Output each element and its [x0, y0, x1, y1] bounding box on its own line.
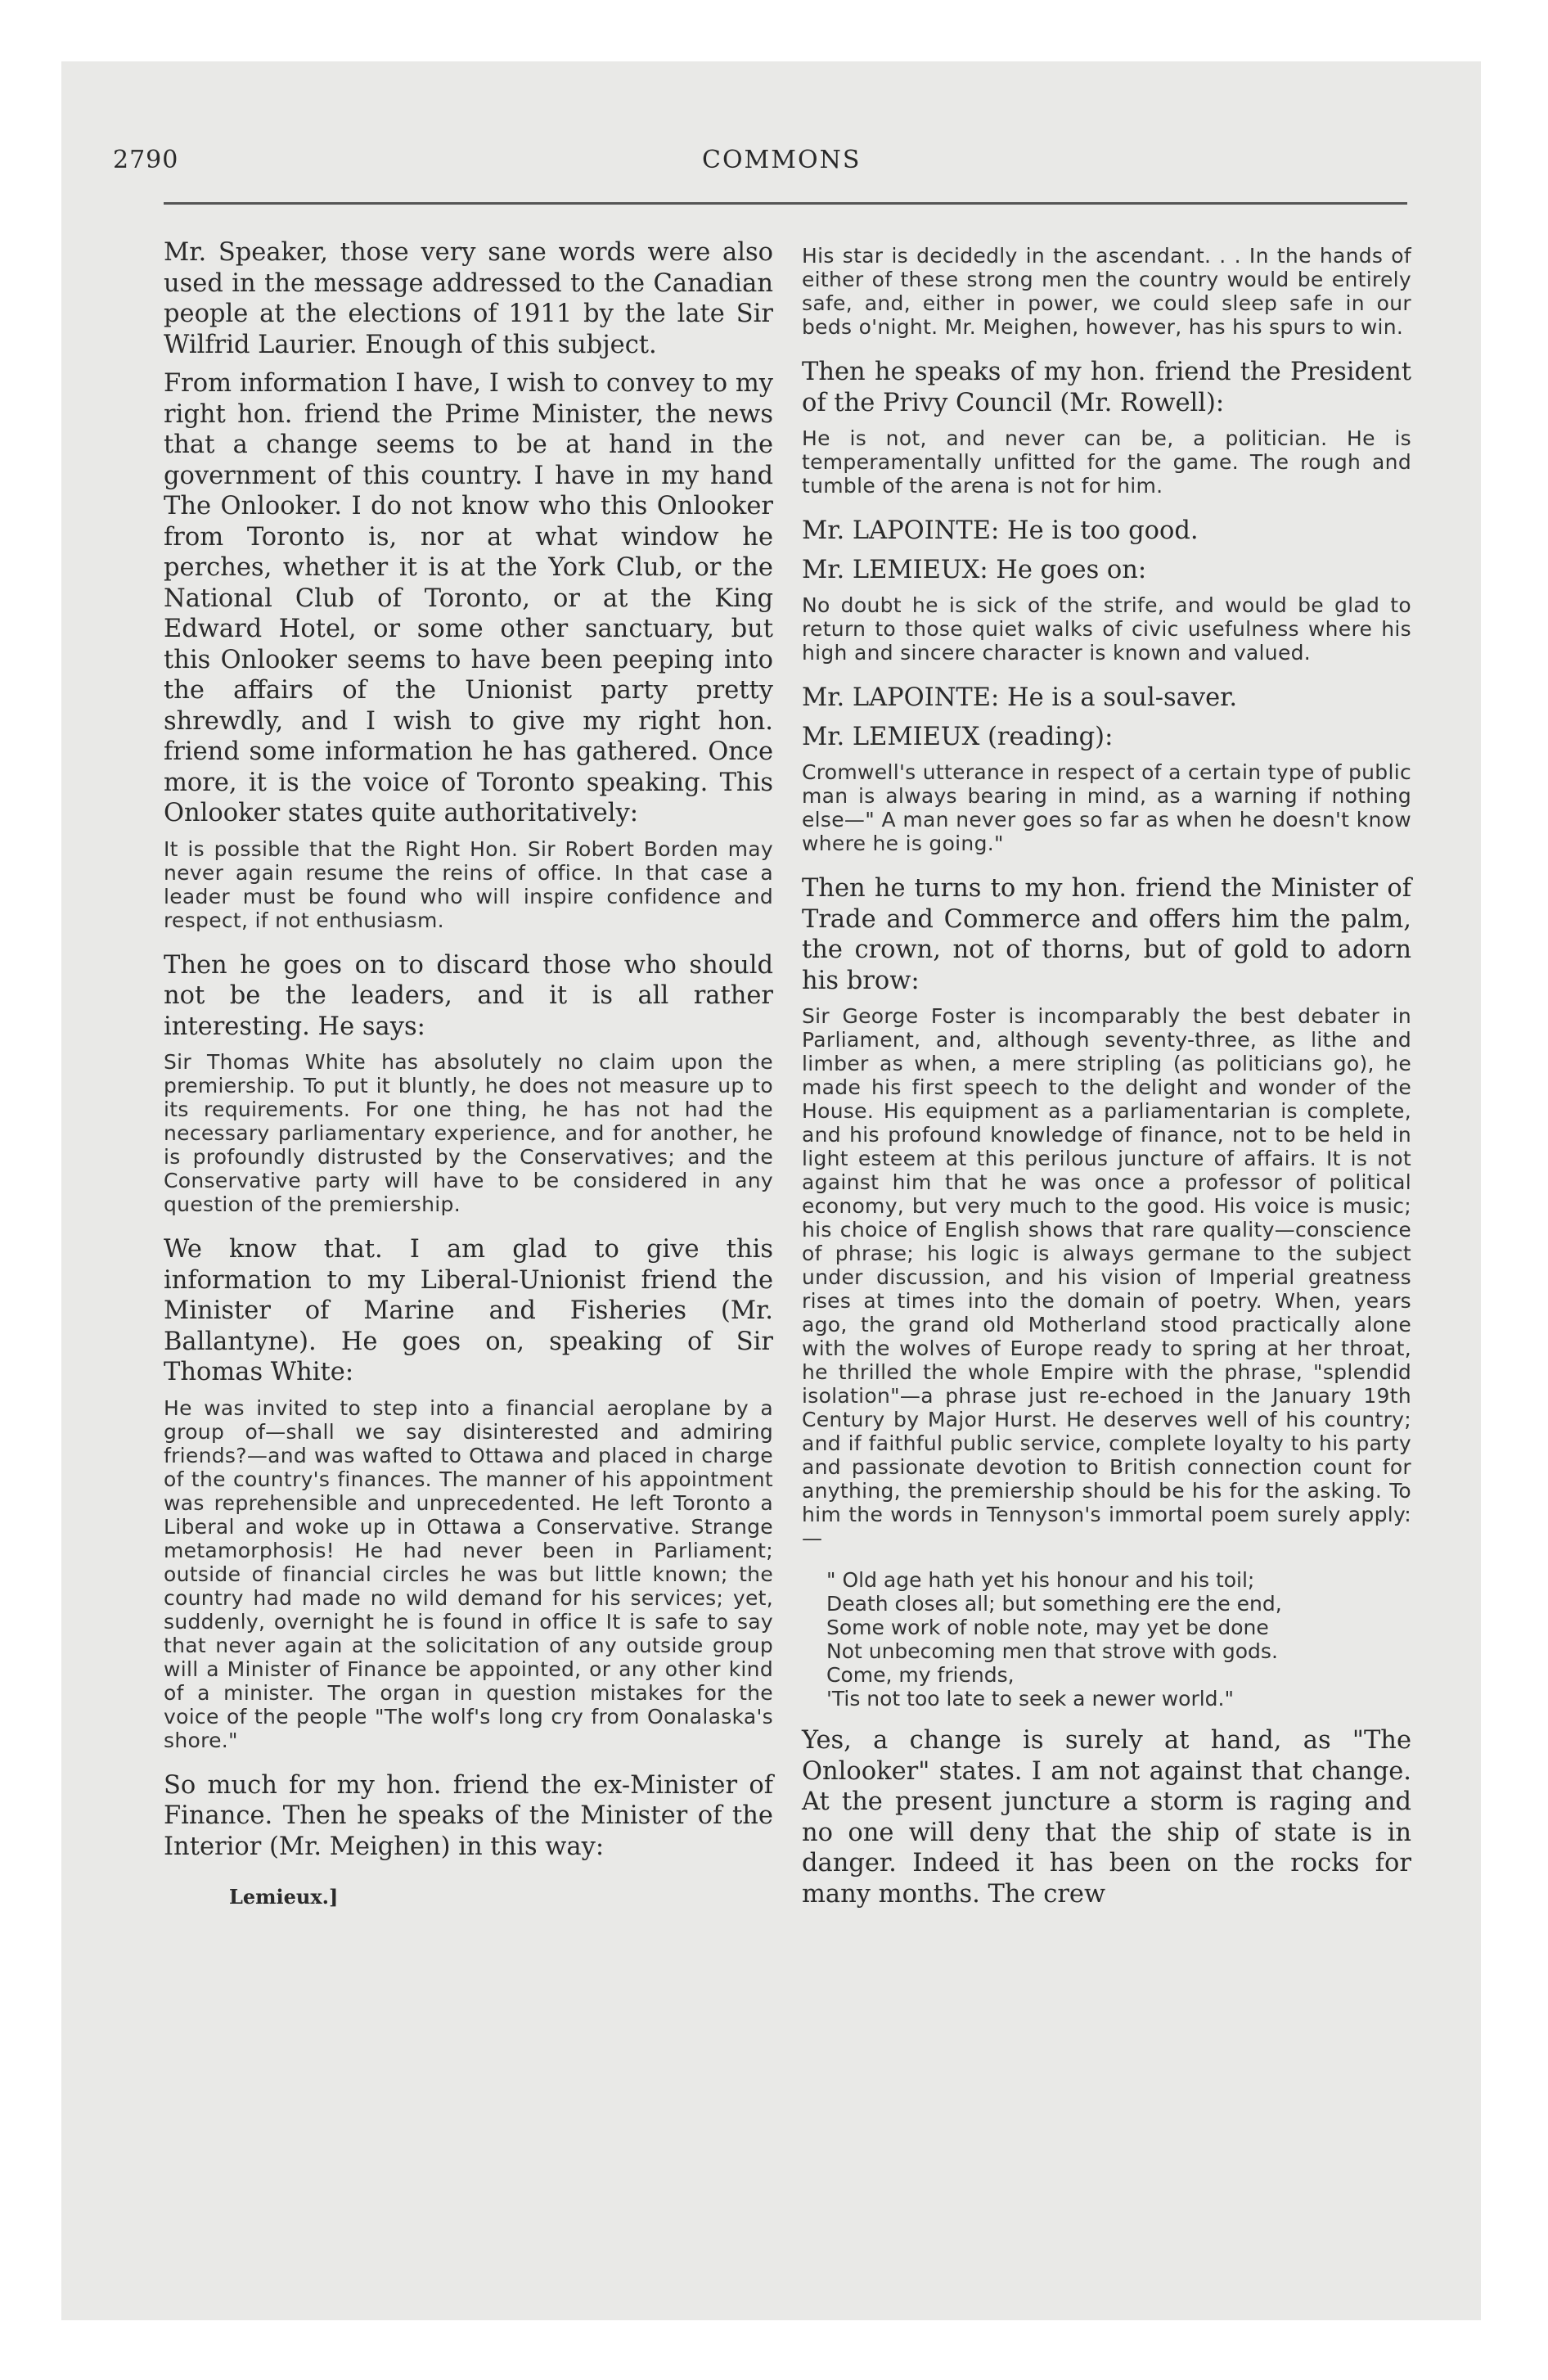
quotation: He is not, and never can be, a politician. He is temperamentally unfitted for the game. The rough and tumble of the arena is not for him. [802, 426, 1411, 498]
paragraph: Mr. Speaker, those very sane words were also used in the message addressed to the Canadian people at the elections of 1911 by the late Sir Wilfrid Laurier. Enough of this subject. [164, 238, 773, 359]
verse-line: Come, my friends, [826, 1663, 1015, 1687]
verse-line: Some work of noble note, may yet be done [826, 1616, 1269, 1639]
quotation: It is possible that the Right Hon. Sir Robert Borden may never again resume the reins of office. In that case a leader must be found who will inspire confidence and respect, if not enthusiasm. [164, 836, 773, 932]
paragraph: So much for my hon. friend the ex-Minister of Finance. Then he speaks of the Minister of the Interior (Mr. Meighen) in this way: [164, 1770, 773, 1861]
quotation: Cromwell's utterance in respect of a certain type of public man is always bearing in mind, as a warning if nothing else—" A man never goes so far as when he doesn't know where he is going." [802, 760, 1411, 855]
right-column [802, 237, 1411, 1918]
paragraph: Then he goes on to discard those who should not be the leaders, and it is all rather interesting. He says: [164, 950, 773, 1041]
verse-line: " Old age hath yet his honour and his toil; [826, 1568, 1255, 1592]
left-column [164, 237, 773, 1909]
header-rule [164, 202, 1407, 205]
verse-line: 'Tis not too late to seek a newer world." [826, 1687, 1234, 1711]
paragraph: Mr. LAPOINTE: He is too good. [802, 516, 1199, 545]
quotation: Sir Thomas White has absolutely no claim upon the premiership. To put it bluntly, he does not measure up to its requirements. For one thing, he has not had the necessary parliamentary experience, and for another, he is profoundly distrusted by the Conservatives; and the Conservative party will have to be considered in any question of the premiership. [164, 1050, 773, 1216]
paragraph: From information I have, I wish to convey to my right hon. friend the Prime Minister, the news that a change seems to be at hand in the government of this country. I have in my hand The Onlooker. I do not know who this Onlooker from Toronto is, nor at what window he perches, whether it is at the York Club, or the National Club of Toronto, or at the King Edward Hotel, or some other sanctuary, but this Onlooker seems to have been peeping into the affairs of the Unionist party pretty shrewdly, and I wish to give my right hon. friend some information he has gathered. Once more, it is the voice of Toronto speaking. This Onlooker states quite authoritatively: [164, 369, 773, 827]
paragraph: Yes, a change is surely at hand, as "The Onlooker" states. I am not against that change. At the present juncture a storm is raging and no one will deny that the ship of state is in danger. Indeed it has been on the rocks for many months. The crew [802, 1726, 1411, 1909]
paragraph: Mr. LEMIEUX: He goes on: [802, 555, 1147, 584]
quotation: No doubt he is sick of the strife, and would be glad to return to those quiet walks of civic usefulness where his high and sincere character is known and valued. [802, 593, 1411, 665]
quotation: Sir George Foster is incomparably the best debater in Parliament, and, although seventy-three, as lithe and limber as when, a mere stripling (as politicians go), he made his first speech to the delight and wonder of the House. His equipment as a parliamentarian is complete, and his profound knowledge of finance, not to be held in light esteem at this perilous juncture of affairs. It is not against him that he was once a professor of political economy, but very much to the good. His voice is music; his choice of English shows that rare quality—conscience of phrase; his logic is always germane to the subject under discussion, and his vision of Imperial greatness rises at times into the domain of poetry. When, years ago, the grand old Motherland stood practically alone with the wolves of Europe ready to spring at her throat, he thrilled the whole Empire with the phrase, "splendid isolation"—a phrase just re-echoed in the January 19th Century by Major Hurst. He deserves well of his country; and if faithful public service, complete loyalty to his party and passionate devotion to British connection count for anything, the premiership should be his for the asking. To him the words in Tennyson's immortal poem surely apply:— [802, 1004, 1411, 1550]
paragraph: Mr. LAPOINTE: He is a soul-saver. [802, 683, 1238, 712]
speaker-footer: Lemieux.] [229, 1885, 339, 1909]
page-title: COMMONS [702, 146, 862, 174]
paragraph: We know that. I am glad to give this information to my Liberal-Unionist friend the Minister of Marine and Fisheries (Mr. Ballantyne). He goes on, speaking of Sir Thomas White: [164, 1235, 773, 1386]
paragraph: Mr. LEMIEUX (reading): [802, 722, 1114, 751]
paragraph: Then he turns to my hon. friend the Minister of Trade and Commerce and offers him the palm, the crown, not of thorns, but of gold to adorn his brow: [802, 874, 1411, 995]
page-number: 2790 [113, 146, 179, 174]
quotation: His star is decidedly in the ascendant. . . In the hands of either of these strong men the country would be entirely safe, and, either in power, we could sleep safe in our beds o'night. Mr. Meighen, however, has his spurs to win. [802, 244, 1411, 339]
quotation: He was invited to step into a financial aeroplane by a group of—shall we say disinterested and admiring friends?—and was wafted to Ottawa and placed in charge of the country's finances. The manner of his appointment was reprehensible and unprecedented. He left Toronto a Liberal and woke up in Ottawa a Conservative. Strange metamorphosis! He had never been in Parliament; outside of financial circles he was but little known; the country had made no wild demand for his services; yet, suddenly, overnight he is found in office It is safe to say that never again at the solicitation of any outside group will a Minister of Finance be appointed, or any other kind of a minister. The organ in question mistakes for the voice of the people "The wolf's long cry from Oonalaska's shore." [164, 1395, 773, 1752]
verse-line: Death closes all; but something ere the end, [826, 1592, 1282, 1616]
verse-line: Not unbecoming men that strove with gods. [826, 1639, 1278, 1663]
paragraph: Then he speaks of my hon. friend the President of the Privy Council (Mr. Rowell): [802, 358, 1411, 417]
verse-block [826, 1568, 1411, 1711]
